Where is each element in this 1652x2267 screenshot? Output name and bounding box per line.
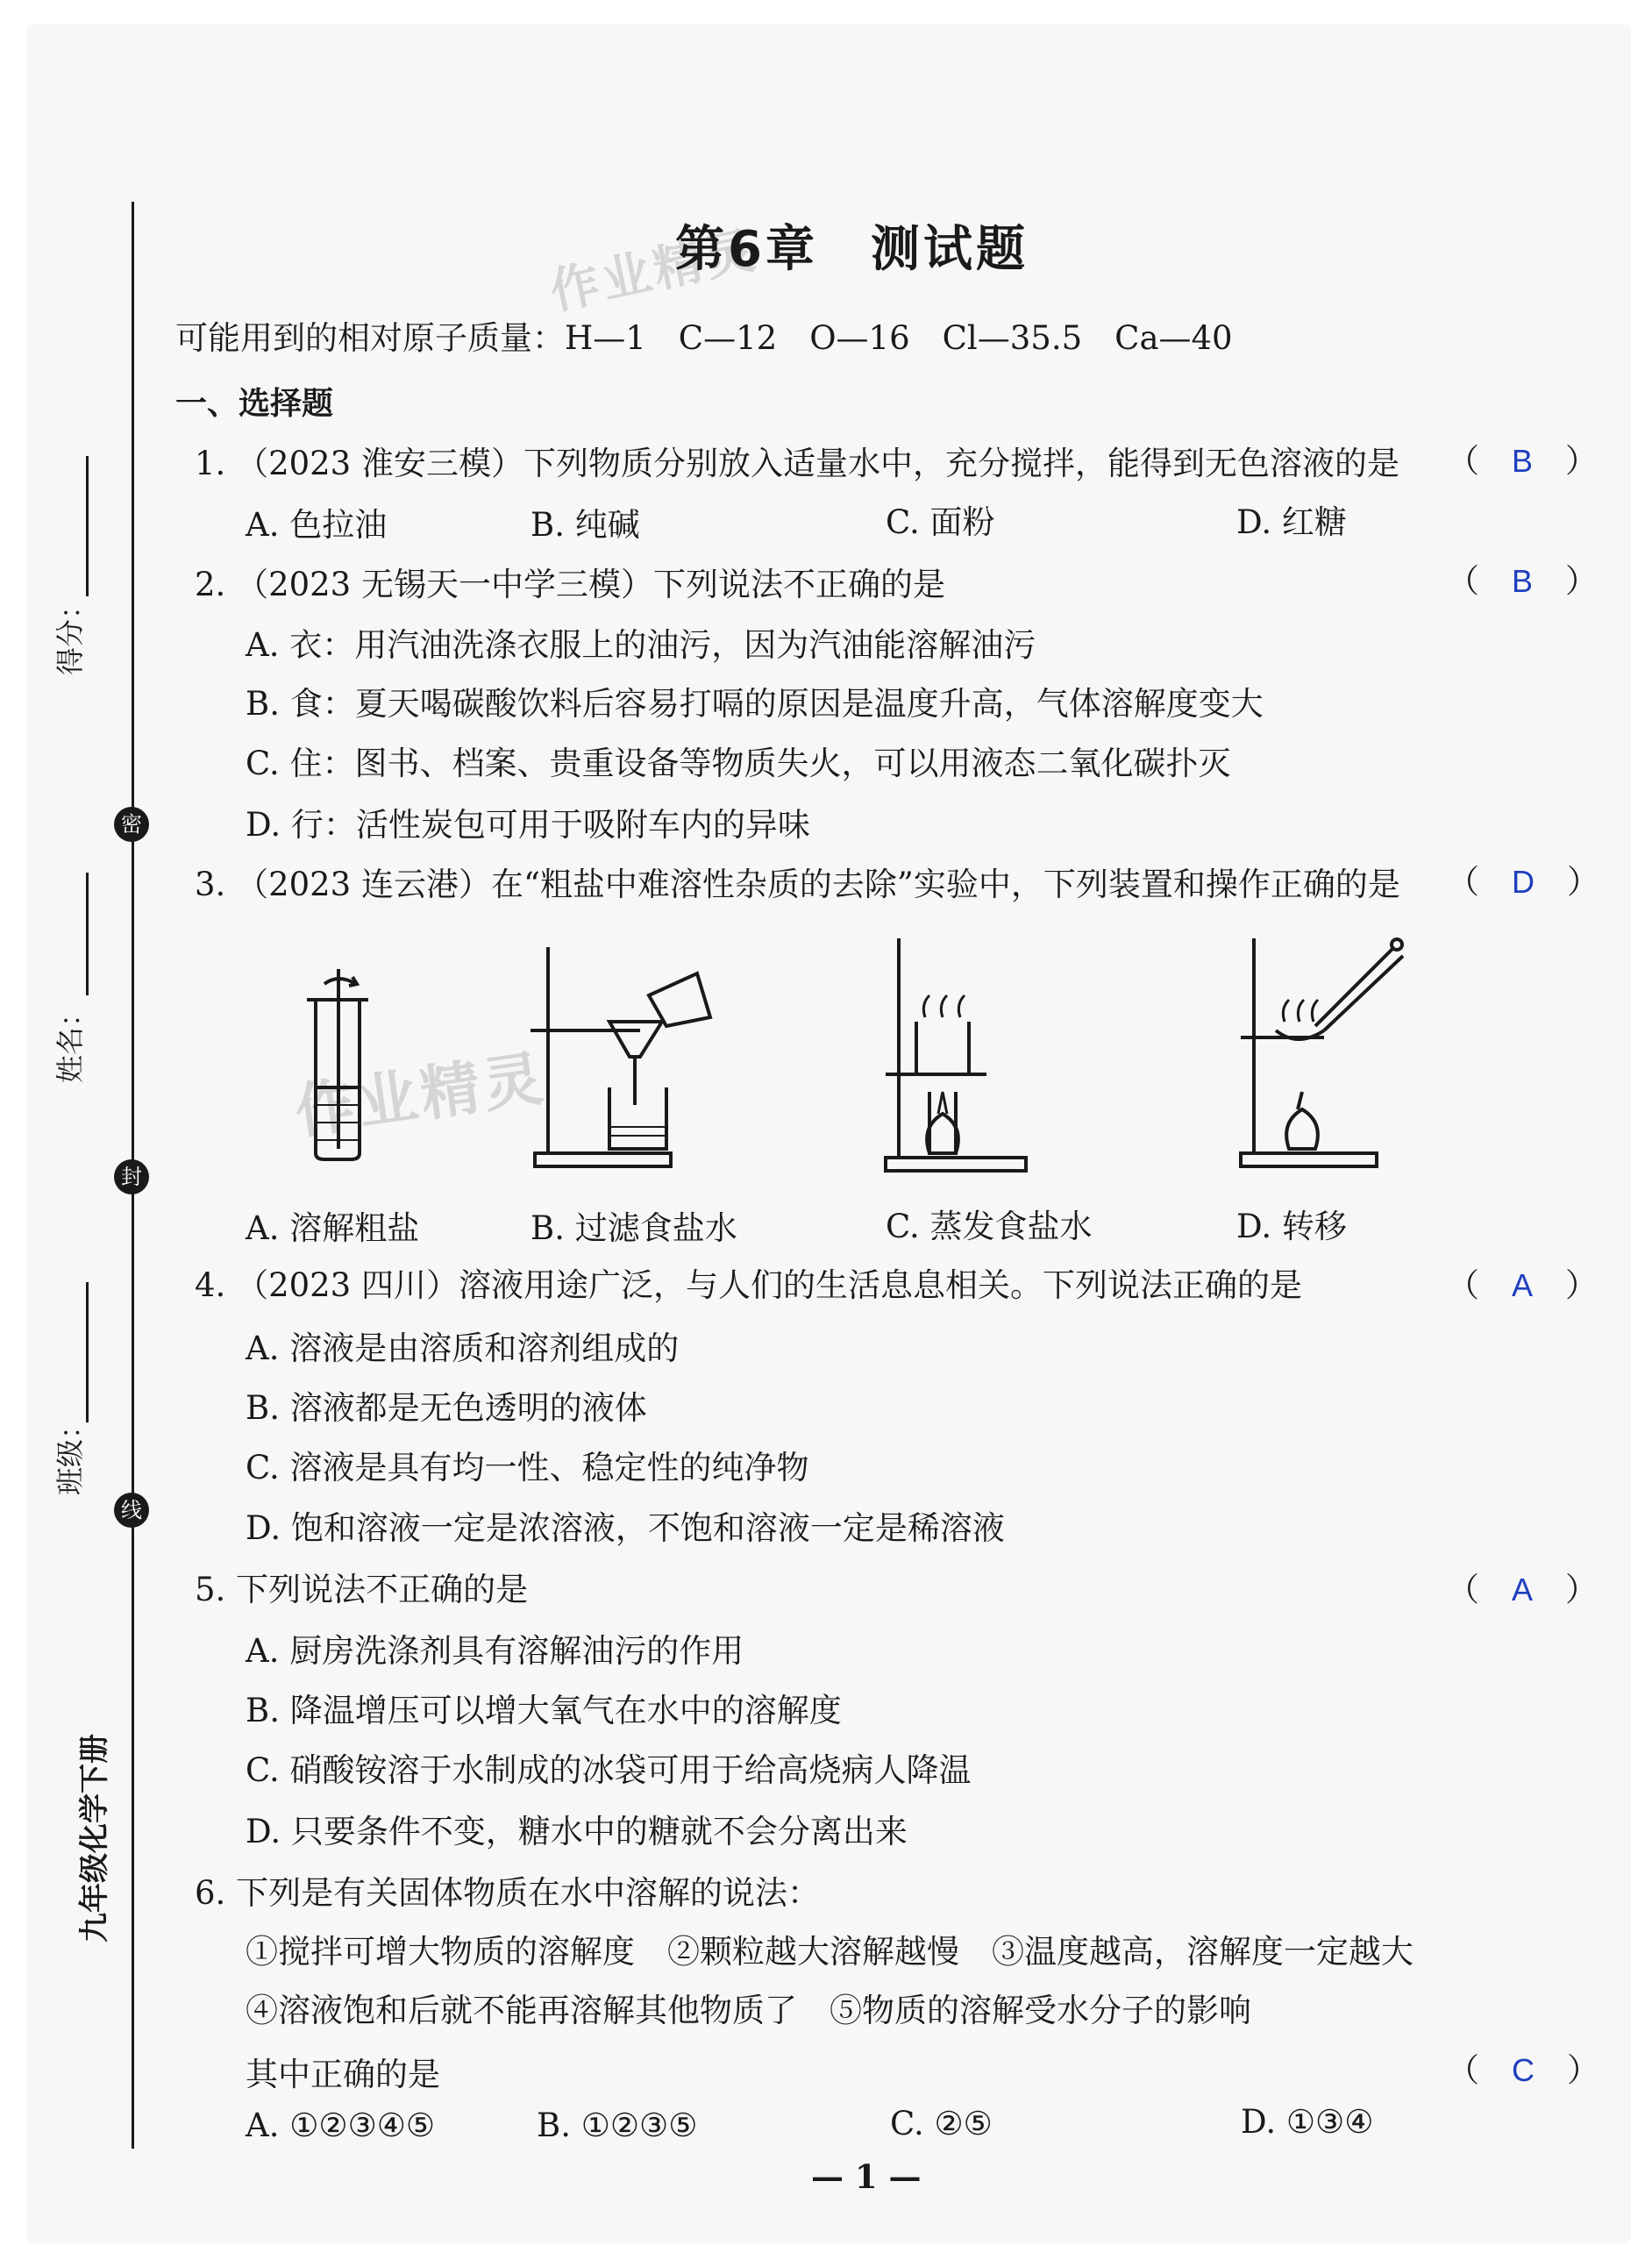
class-label: 班级： [53,1410,87,1495]
q4-stem: 4. （2023 四川）溶液用途广泛，与人们的生活息息相关。下列说法正确的是 [195,1266,1302,1304]
q3-option-b: B. 过滤食盐水 [530,1209,737,1247]
page-title: 第6章 测试题 [675,221,1029,278]
figure-evaporation [881,934,1057,1184]
q4-answer-letter: A [1512,1267,1534,1303]
q2-stem: 2. （2023 无锡天一中学三模）下列说法不正确的是 [195,566,945,603]
seal-mark-xian: 线 [114,1493,149,1528]
q1-option-c: C. 面粉 [886,503,995,541]
q3-option-a: A. 溶解粗盐 [246,1209,420,1247]
q4-option-c: C. 溶液是具有均一性、稳定性的纯净物 [246,1449,809,1486]
name-label: 姓名： [53,998,87,1083]
q4-option-a: A. 溶液是由溶质和溶剂组成的 [246,1330,680,1367]
q6-answer-letter: C [1512,2052,1535,2088]
book-label: 九年级化学下册 [77,1734,112,1943]
q5-stem: 5. 下列说法不正确的是 [195,1571,529,1608]
q5-option-d: D. 只要条件不变，糖水中的糖就不会分离出来 [246,1813,908,1850]
score-label: 得分： [53,590,87,675]
q4-option-b: B. 溶液都是无色透明的液体 [246,1389,647,1427]
q6-prompt: 其中正确的是 [246,2056,440,2093]
q1-option-a: A. 色拉油 [246,506,388,544]
q5-option-c: C. 硝酸铵溶于水制成的冰袋可用于给高烧病人降温 [246,1751,972,1789]
q5-option-b: B. 降温增压可以增大氧气在水中的溶解度 [246,1692,842,1729]
q2-answer: （ B ） [1447,562,1599,600]
page-number: — 1 — [811,2157,922,2196]
figure-filtration [526,938,719,1175]
seal-mark-mi: 密 [114,807,149,842]
q3-option-c: C. 蒸发食盐水 [886,1208,1093,1245]
q5-option-a: A. 厨房洗涤剂具有溶解油污的作用 [246,1632,744,1670]
q3-stem: 3. （2023 连云港）在“粗盐中难溶性杂质的去除”实验中，下列装置和操作正确的是 [195,866,1400,903]
atomic-masses: 可能用到的相对原子质量：H—1 C—12 O—16 Cl—35.5 Ca—40 [175,319,1233,357]
class-underline [86,1282,89,1422]
watermark-middle: 作业精灵 [290,1044,551,1148]
q5-answer: （ A ） [1447,1571,1599,1608]
section-heading: 一、选择题 [175,386,334,422]
figure-dissolving-salt [307,965,386,1166]
q6-option-a: A. ①②③④⑤ [246,2107,436,2144]
q6-answer: （ C ） [1447,2051,1599,2089]
q6-statements-line1: ①搅拌可增大物质的溶解度 ②颗粒越大溶解越慢 ③温度越高，溶解度一定越大 [246,1933,1413,1971]
q3-option-d: D. 转移 [1236,1208,1347,1245]
q2-option-c: C. 住：图书、档案、贵重设备等物质失火，可以用液态二氧化碳扑灭 [246,745,1231,782]
q2-option-d: D. 行：活性炭包可用于吸附车内的异味 [246,806,810,844]
q1-option-b: B. 纯碱 [530,506,640,544]
watermark-top: 作业精灵 [545,221,764,322]
q4-answer: （ A ） [1447,1266,1599,1304]
q2-option-b: B. 食：夏天喝碳酸饮料后容易打嗝的原因是温度升高，气体溶解度变大 [246,685,1264,723]
q1-answer-letter: B [1512,443,1534,479]
q6-option-c: C. ②⑤ [890,2105,993,2142]
q3-answer-letter: D [1512,864,1535,900]
q4-option-d: D. 饱和溶液一定是浓溶液，不饱和溶液一定是稀溶液 [246,1509,1005,1547]
name-underline [86,873,89,995]
q2-option-a: A. 衣：用汽油洗涤衣服上的油污，因为汽油能溶解油污 [246,626,1036,664]
q1-answer: （ B ） [1447,442,1599,480]
figure-transfer [1236,934,1412,1175]
q6-statements-line2: ④溶液饱和后就不能再溶解其他物质了 ⑤物质的溶解受水分子的影响 [246,1992,1251,2029]
q6-option-d: D. ①③④ [1241,2103,1374,2141]
q5-answer-letter: A [1512,1572,1534,1608]
q6-option-b: B. ①②③⑤ [537,2107,698,2144]
seal-mark-feng: 封 [114,1159,149,1194]
q1-stem: 1. （2023 淮安三模）下列物质分别放入适量水中，充分搅拌，能得到无色溶液的是 [195,445,1399,482]
q1-option-d: D. 红糖 [1236,503,1347,541]
q3-answer: （ D ） [1447,863,1599,901]
q6-stem: 6. 下列是有关固体物质在水中溶解的说法： [195,1874,821,1912]
q2-answer-letter: B [1512,563,1534,599]
score-underline [86,456,89,596]
